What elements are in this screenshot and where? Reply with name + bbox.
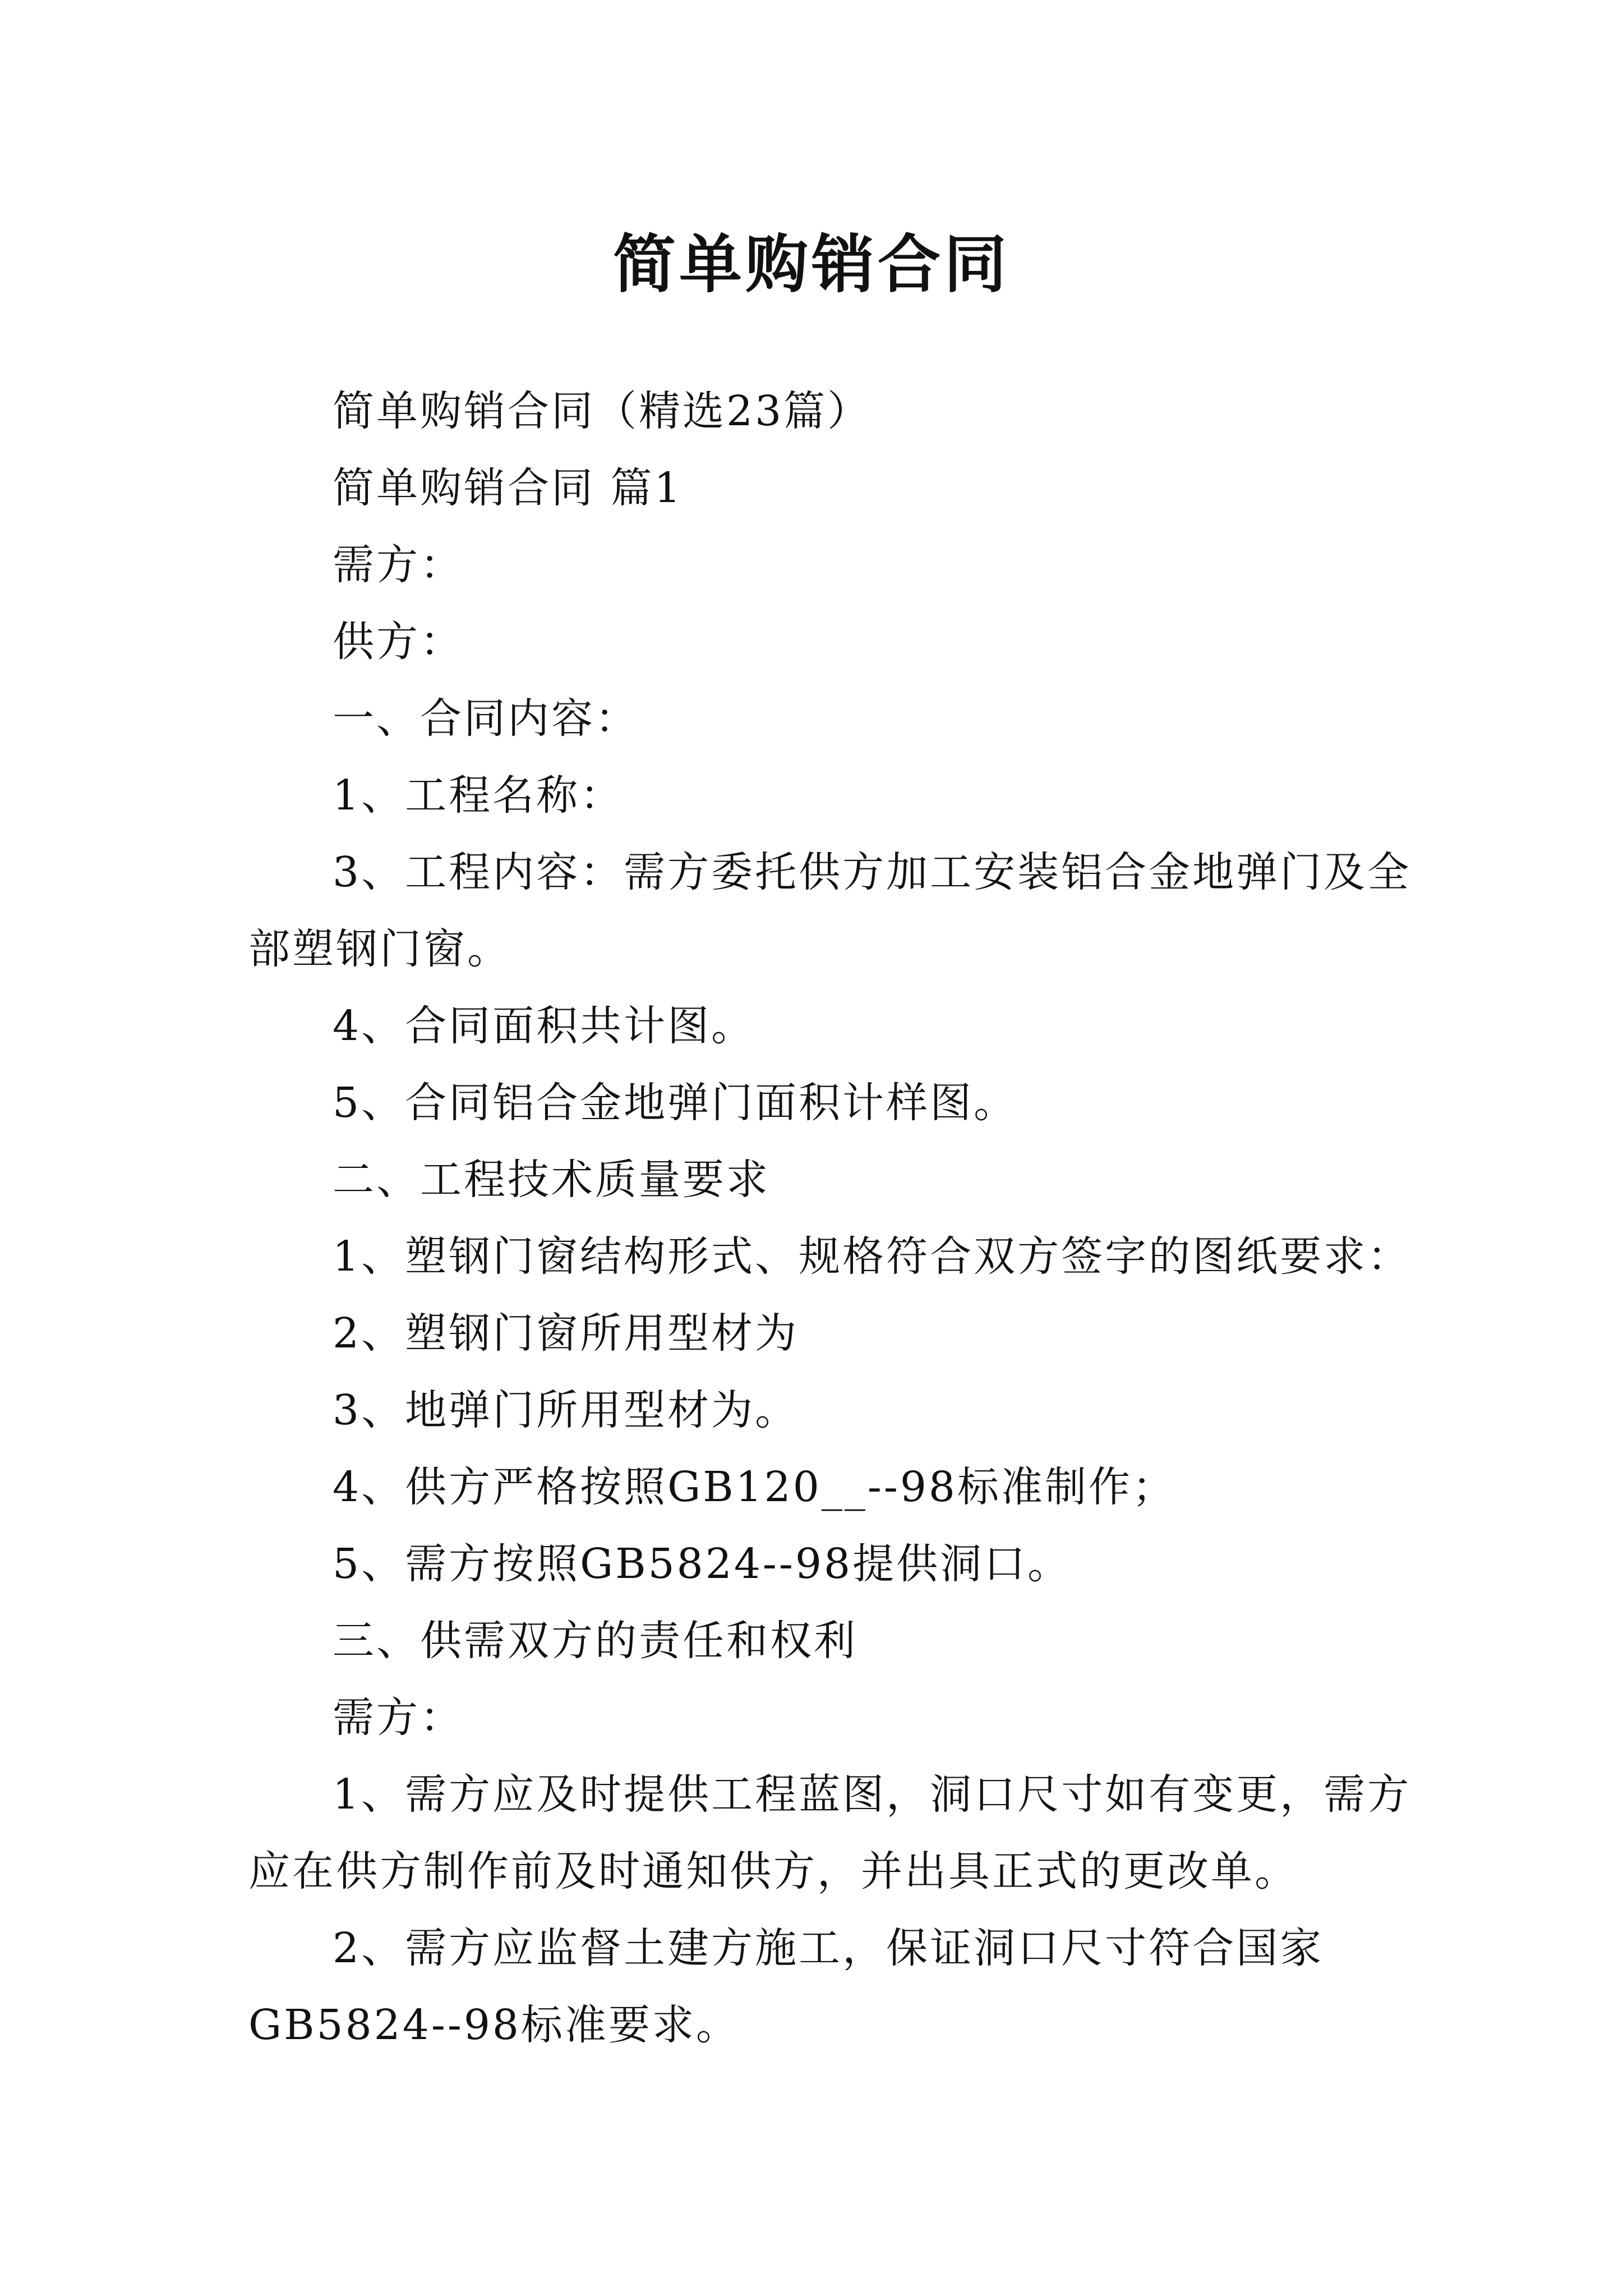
paragraph-buyer-duty-2: 2、需方应监督土建方施工，保证洞口尺寸符合国家GB5824--98标准要求。	[248, 1924, 1324, 2049]
paragraph-quality-heading: 二、工程技术质量要求	[333, 1156, 770, 1204]
paragraph-subtitle: 简单购销合同（精选23篇）	[333, 387, 872, 435]
paragraph-buyer-duty-1: 1、需方应及时提供工程蓝图，洞口尺寸如有变更，需方应在供方制作前及时通知供方，并出具正式的更改单。	[248, 1770, 1412, 1895]
document-body	[248, 373, 1415, 2064]
paragraph-opening-standard: 5、需方按照GB5824--98提供洞口。	[333, 1540, 1072, 1588]
paragraph-contract-area: 4、合同面积共计图。	[333, 1002, 755, 1050]
paragraph-door-material: 3、地弹门所用型材为。	[333, 1386, 799, 1434]
paragraph-section-heading: 简单购销合同 篇1	[333, 464, 683, 512]
document-title: 简单购销合同	[613, 228, 1010, 302]
paragraph-buyer: 需方：	[333, 541, 464, 589]
paragraph-contract-content-heading: 一、合同内容：	[333, 694, 639, 743]
paragraph-standard-production: 4、供方严格按照GB120__--98标准制作；	[333, 1463, 1176, 1511]
paragraph-project-content: 3、工程内容：需方委托供方加工安装铝合金地弹门及全部塑钢门窗。	[248, 848, 1412, 973]
paragraph-door-area: 5、合同铝合金地弹门面积计样图。	[333, 1079, 1018, 1127]
paragraph-window-material: 2、塑钢门窗所用型材为	[333, 1309, 799, 1358]
paragraph-responsibilities-heading: 三、供需双方的责任和权利	[333, 1617, 857, 1665]
paragraph-structure-requirement: 1、塑钢门窗结构形式、规格符合双方签字的图纸要求：	[333, 1232, 1412, 1281]
paragraph-buyer-duties: 需方：	[333, 1694, 464, 1742]
paragraph-supplier: 供方：	[333, 618, 464, 666]
paragraph-project-name: 1、工程名称：	[333, 771, 624, 820]
